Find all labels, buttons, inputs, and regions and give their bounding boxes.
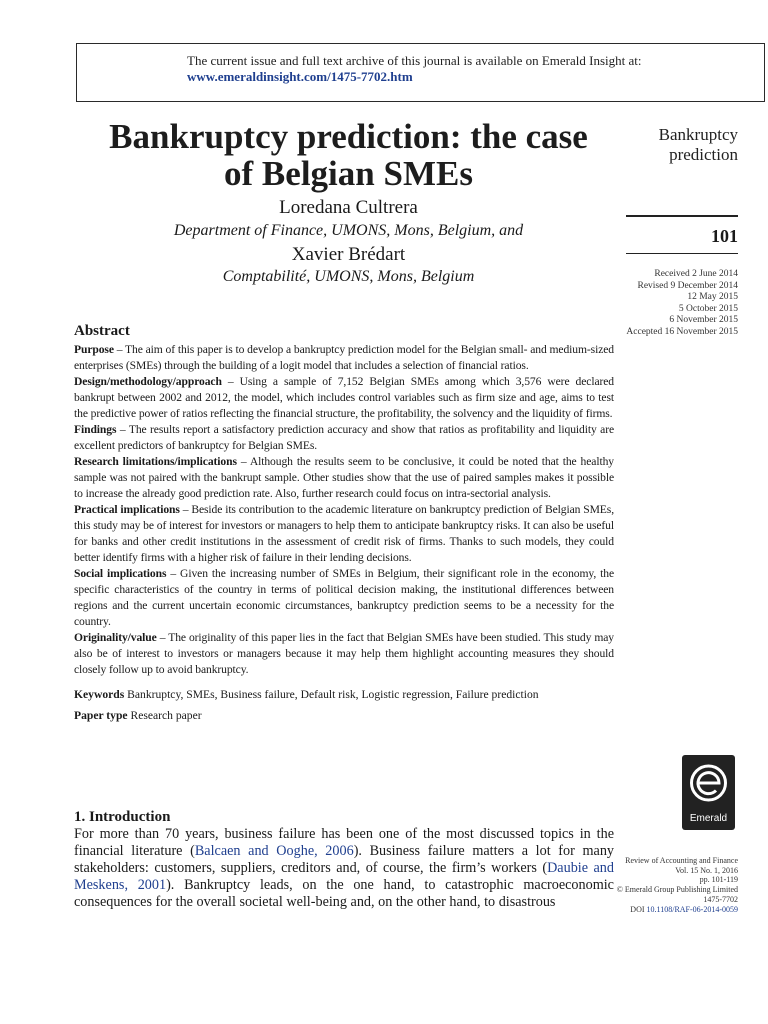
emerald-logo [682, 755, 735, 830]
journal-name: Review of Accounting and Finance [625, 856, 738, 865]
keywords-text: Bankruptcy, SMEs, Business failure, Default risk, Logistic regression, Failure prediction [124, 688, 539, 701]
citation-link[interactable]: Daubie and Meskens, 2001 [74, 860, 614, 893]
running-head [628, 125, 738, 165]
doi-link[interactable]: 10.1108/RAF-06-2014-0059 [646, 904, 738, 914]
intro-paragraph [74, 826, 614, 911]
author-name-1: Loredana Cultrera [279, 197, 418, 218]
section-text: – The results report a satisfactory prediction accuracy and show that ratios as profitability and liquidity are excellent predictors of bankruptcy for Belgian SMEs. [74, 423, 614, 452]
emerald-logo-icon [682, 755, 735, 811]
date-received: Received 2 June 2014 [654, 269, 738, 279]
section-text: – The aim of this paper is to develop a bankruptcy prediction model for the Belgian small- and medium-sized enterprises (SMEs) through the building of a logit model that includes a selection of financial ratios. [74, 343, 614, 372]
intro-text: ). Business failure matters a lot for many stakeholders: customers, suppliers, creditors and, of course, the firm’s workers ( [74, 843, 615, 876]
date-revised: 5 October 2015 [678, 303, 738, 314]
date-revised: Revised 9 December 2014 [637, 280, 738, 291]
author-affiliation-2: Comptabilité, UMONS, Mons, Belgium [222, 268, 475, 285]
section-label: Findings [74, 423, 117, 436]
intro-heading: 1. Introduction [74, 809, 171, 825]
intro-text: ). Bankruptcy leads, on the one hand, to catastrophic macroeconomic consequences for the overall societal well-being and, on the other hand, to disastrous [74, 877, 614, 910]
date-revised: 6 November 2015 [669, 315, 738, 326]
section-text: – Beside its contribution to the academic literature on bankruptcy prediction of Belgian SMEs, this study may be of interest for investors or managers to help them to anticipate bankruptcy risks. It can also be useful for banks and other credit institutions in the assessment of credit risk of firms. Thanks to such models, they could better identify firms with a higher risk of failure in their lending decisions. [74, 503, 614, 564]
title-line-1: Bankruptcy prediction: the case [109, 117, 588, 156]
paper-type-text: Research paper [127, 709, 202, 722]
journal-pages: pp. 101-119 [699, 875, 738, 885]
journal-issn: 1475-7702 [703, 894, 738, 904]
section-label: Purpose [74, 343, 114, 356]
doi-label: DOI [630, 904, 647, 914]
logo-label: Emerald [689, 813, 728, 824]
abstract-practical [74, 502, 614, 566]
paper-type-label: Paper type [74, 709, 128, 722]
journal-info [590, 856, 738, 914]
section-label: Social implications [74, 567, 167, 580]
margin-rule-top [626, 215, 738, 217]
abstract-social [74, 566, 614, 630]
abstract-findings [74, 422, 614, 454]
journal-url-link[interactable]: www.emeraldinsight.com/1475-7702.htm [187, 69, 413, 84]
author-name-2: Xavier Brédart [291, 244, 406, 265]
intro-text: For more than 70 years, business failure has been one of the most discussed topics in the financial literature ( [74, 826, 614, 859]
journal-copyright: © Emerald Group Publishing Limited [616, 885, 738, 895]
date-accepted: Accepted 16 November 2015 [626, 326, 738, 337]
section-text: – The originality of this paper lies in the fact that Belgian SMEs have been studied. This study may also be of interest to investors or managers because it may help them highlight accounting measures they should closely follow up to avoid bankruptcy. [74, 631, 614, 676]
section-label: Design/methodology/approach [74, 375, 222, 388]
notice-text: The current issue and full text archive of this journal is available on Emerald Insight at: [187, 53, 642, 68]
date-revised: 12 May 2015 [687, 292, 738, 303]
margin-rule-bottom [626, 253, 738, 254]
article-title [76, 118, 621, 192]
journal-volume: Vol. 15 No. 1, 2016 [675, 865, 738, 875]
keywords-label: Keywords [74, 688, 125, 701]
section-text: – Given the increasing number of SMEs in Belgium, their significant role in the economy, the specific characteristics of the country in terms of political decision making, the institutional differences between regions and the current uncertain economic circumstances, bankruptcy prediction seems to be a necessity for the country. [74, 567, 614, 628]
article-history [610, 269, 738, 339]
paper-type [74, 708, 614, 724]
title-line-2: of Belgian SMEs [224, 154, 473, 193]
abstract-originality [74, 630, 614, 678]
section-label: Practical implications [74, 503, 180, 516]
section-label: Originality/value [74, 631, 157, 644]
section-label: Research limitations/implications [74, 455, 237, 468]
abstract-purpose [74, 342, 614, 374]
journal-doi [590, 905, 738, 915]
journal-notice-box [76, 43, 765, 102]
abstract-limitations [74, 454, 614, 502]
abstract-design [74, 374, 614, 422]
section-text: – Using a sample of 7,152 Belgian SMEs among which 3,576 were declared bankrupt between 2002 and 2012, the model, which includes control variables such as firm size and age, aims to test the predictive power of ratios reflecting the financial structure, the profitability, the solvency and the liquidity of firms. [74, 375, 614, 420]
running-head-line-2: prediction [669, 145, 738, 164]
keywords [74, 687, 614, 703]
section-text: – Although the results seem to be conclusive, it could be noted that the healthy sample was not paired with the bankrupt sample. Other studies show that the use of paired samples makes it possible to increase the already good prediction rate. Also, further research could focus on intra-sectorial analysis. [74, 455, 614, 500]
author-affiliation-1: Department of Finance, UMONS, Mons, Belgium, and [173, 222, 524, 239]
citation-link[interactable]: Balcaen and Ooghe, 2006 [194, 843, 354, 859]
running-head-line-1: Bankruptcy [658, 125, 738, 144]
abstract [74, 322, 614, 724]
page-number: 101 [711, 226, 738, 246]
abstract-heading: Abstract [74, 323, 130, 339]
